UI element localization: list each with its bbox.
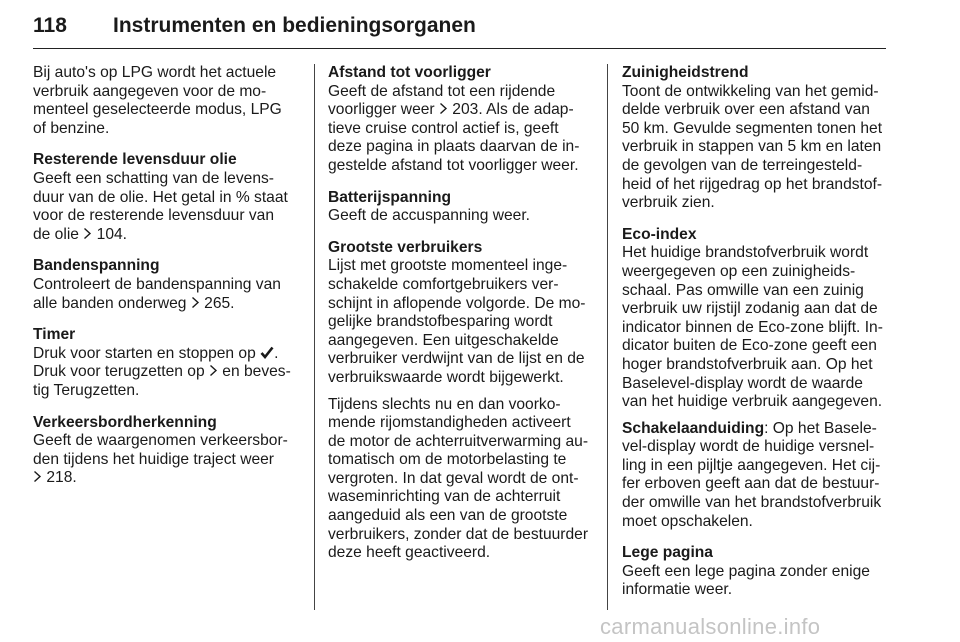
ref-arrow-icon [83,227,92,240]
ref-arrow-icon [191,296,200,309]
inline-term: Schakelaanduiding [622,419,765,437]
section-battery: Batterijspanning Geeft de accuspanning weer. [328,189,593,226]
text-column-right [622,64,890,613]
section-heading: Bandenspanning [33,257,160,275]
section-heading: Timer [33,326,76,344]
text-column-left [33,64,303,501]
section-distance: Afstand tot voorligger Geeft de afstand tot een rijdende voorligger weer 203. Als de adap- tieve cruise control actief is, geeft deze pagina in plaats daarvan de in- gestelde afstand tot voorligger weer. [328,64,593,176]
section-heading: Lege pagina [622,544,713,562]
chapter-title: Instrumenten en bedieningsorganen [113,14,476,37]
section-oil-life: Resterende levensduur olie Geeft een schatting van de levens- duur van de olie. Het getal in % staat voor de resterende levensduur van de olie 104. [33,151,303,244]
section-heading: Verkeersbordherkenning [33,413,217,431]
consumers-paragraph-2: Tijdens slechts nu en dan voorko- mende rijomstandigheden activeert de motor de achterruitverwarming au- tomatisch om de motorbelasting te vergroten. In dat geval wordt de ont- waseminrichting van de achterruit aangeduid als een van de grootste verbruikers, zonder dat de bestuurder deze heeft geactiveerd. [328,395,589,562]
column-divider [607,64,608,610]
section-eco-index: Eco-index Het huidige brandstofverbruik wordt weergegeven op een zuinigheids- schaal. Pas omwille van een zuinig verbruik uw rijstijl zodanig aan dat de indicator binnen de Eco-zone blijft. In- dicator buiten de Eco-zone geeft een hoger brandstofverbruik aan. Op het Baselevel-display wordt de waarde van het huidige verbruik aangegeven. [622,226,890,412]
watermark: carmanualsonline.info [600,614,821,639]
section-heading: Zuinigheidstrend [622,64,749,81]
ref-arrow-icon [33,470,42,483]
section-heading: Batterijspanning [328,188,452,206]
section-economy-trend: Zuinigheidstrend Toont de ontwikkeling van het gemid- delde verbruik over een afstand van 50 km. Gevulde segmenten tonen het verbruik in stappen van 5 km en laten de gevolgen van de terreingesteld- heid of het rijgedrag op het brandstof- verbruik zien. [622,64,890,213]
section-heading: Grootste verbruikers [328,238,483,256]
section-traffic-sign: Verkeersbordherkenning Geeft de waargenomen verkeersbor- den tijdens het huidige traject weer 218. [33,414,303,488]
page-reference-link[interactable]: 265. [204,294,235,312]
page-number: 118 [33,14,67,37]
section-tyre-pressure: Bandenspanning Controleert de bandenspanning van alle banden onderweg 265. [33,257,303,313]
section-timer: Timer Druk voor starten en stoppen op . Druk voor terugzetten op en beves- tig Terugzetten. [33,326,303,400]
ref-arrow-icon [439,102,448,115]
page-reference-link[interactable]: 203. Als de adap- [452,101,574,119]
text-column-middle [328,64,593,576]
section-heading: Afstand tot voorligger [328,64,491,81]
checkmark-icon [260,346,274,359]
intro-paragraph: Bij auto's op LPG wordt het actuele verbruik aangegeven voor de mo- menteel geselecteerde modus, LPG of benzine. [33,64,282,137]
chevron-right-icon [209,364,218,377]
section-heading: Eco-index [622,225,697,243]
section-blank-page: Lege pagina Geeft een lege pagina zonder enige informatie weer. [622,544,890,600]
section-heading: Resterende levensduur olie [33,151,237,169]
column-divider [314,64,315,610]
shift-indicator-paragraph: Schakelaanduiding: Op het Basele- vel-display wordt de huidige versnel- ling in een pijltje aangegeven. Het cij- fer erboven geeft aan dat de bestuur- der omwille van het brandstofverbruik moet opschakelen. [622,419,882,530]
page-reference-link[interactable]: 104. [96,225,127,243]
page-header [33,8,886,49]
section-consumers: Grootste verbruikers Lijst met grootste momenteel inge- schakelde comfortgebruikers ver- schijnt in aflopende volgorde. De mo- gelijke brandstofbesparing wordt aangegeven. Een uitgeschakelde verbruiker verdwijnt van de lijst en de verbruikswaarde wordt bijgewerkt. [328,239,593,388]
page-reference-link[interactable]: 218. [46,469,77,487]
